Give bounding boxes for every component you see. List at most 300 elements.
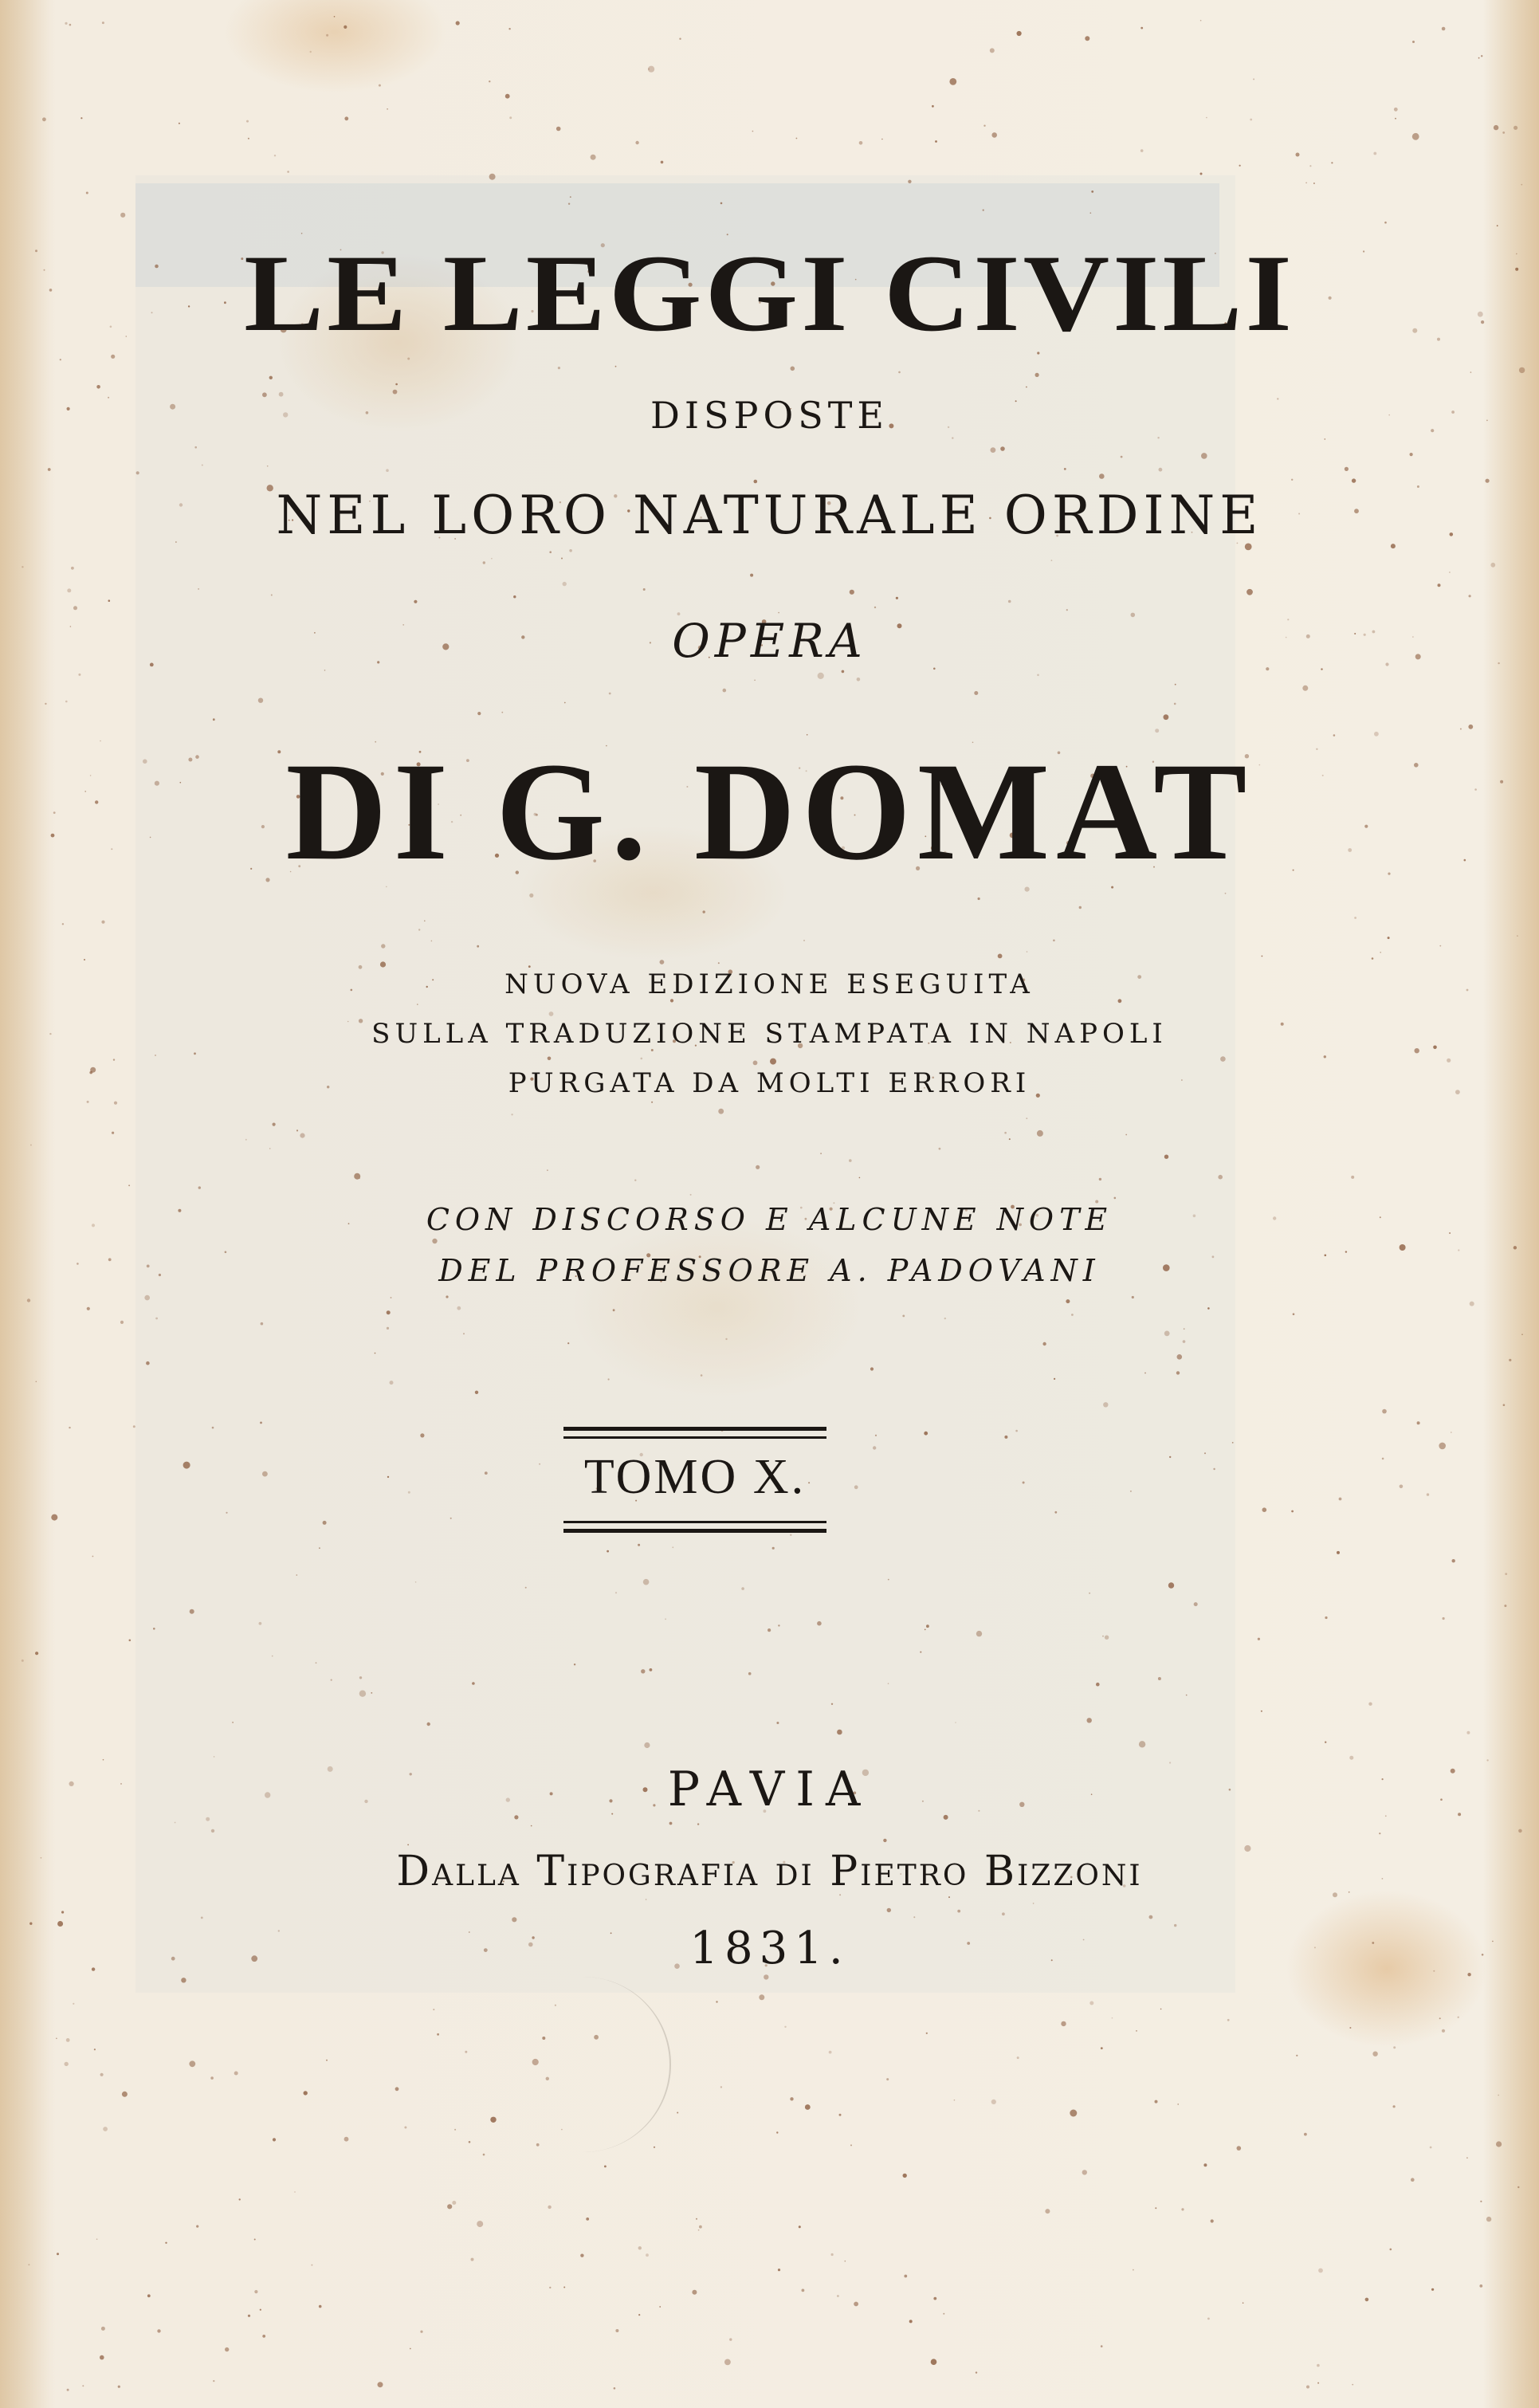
foxing-dot	[1393, 2046, 1396, 2049]
foxing-dot	[1325, 1742, 1326, 1743]
foxing-dot	[870, 1367, 874, 1370]
foxing-dot	[194, 1052, 196, 1055]
foxing-dot	[697, 1823, 699, 1825]
foxing-dot	[978, 898, 980, 900]
foxing-dot	[525, 1587, 527, 1589]
foxing-dot	[1410, 453, 1413, 456]
foxing-dot	[42, 117, 46, 121]
foxing-dot	[1035, 373, 1039, 377]
foxing-dot	[1293, 1313, 1295, 1315]
foxing-dot	[1211, 2219, 1214, 2222]
foxing-dot	[1071, 1314, 1074, 1316]
foxing-dot	[1090, 212, 1092, 214]
foxing-dot	[902, 1315, 905, 1318]
foxing-dot	[1157, 437, 1159, 438]
foxing-dot	[896, 597, 898, 599]
foxing-dot	[100, 2355, 104, 2360]
foxing-dot	[954, 2100, 956, 2101]
foxing-dot	[344, 2137, 349, 2142]
foxing-dot	[898, 371, 901, 374]
foxing-dot	[175, 1822, 176, 1824]
foxing-dot	[1503, 1404, 1506, 1406]
foxing-dot	[450, 1518, 452, 1519]
foxing-dot	[748, 1672, 752, 1675]
foxing-dot	[724, 2359, 731, 2366]
foxing-dot	[144, 1295, 150, 1301]
foxing-dot	[935, 140, 937, 143]
foxing-dot	[1239, 165, 1241, 167]
foxing-dot	[407, 1844, 409, 1846]
foxing-dot	[756, 1165, 760, 1169]
foxing-dot	[414, 600, 417, 603]
foxing-dot	[1042, 1342, 1046, 1345]
foxing-dot	[483, 561, 485, 564]
foxing-dot	[1089, 2001, 1093, 2005]
foxing-dot	[615, 2329, 618, 2332]
foxing-dot	[770, 1059, 776, 1065]
foxing-dot	[974, 691, 978, 695]
foxing-dot	[1177, 2104, 1179, 2105]
foxing-dot	[408, 1491, 410, 1494]
foxing-dot	[547, 1169, 548, 1171]
subtitle-ordine: NEL LORO NATURALE ORDINE	[276, 485, 1263, 546]
foxing-dot	[1130, 1491, 1132, 1492]
foxing-dot	[287, 171, 289, 173]
foxing-dot	[1200, 173, 1203, 175]
foxing-dot	[1213, 1468, 1215, 1470]
foxing-dot	[644, 1742, 650, 1748]
foxing-dot	[1486, 479, 1490, 483]
foxing-dot	[831, 2253, 834, 2256]
foxing-dot	[933, 2297, 936, 2300]
foxing-dot	[269, 1148, 271, 1149]
foxing-dot	[1004, 1132, 1007, 1134]
foxing-dot	[1237, 2146, 1242, 2151]
foxing-dot	[128, 1184, 130, 1186]
foxing-dot	[1504, 1605, 1506, 1607]
foxing-dot	[529, 894, 533, 898]
foxing-dot	[300, 1133, 304, 1138]
foxing-dot	[410, 2348, 411, 2350]
foxing-dot	[563, 582, 567, 586]
foxing-dot	[1227, 2019, 1230, 2021]
foxing-dot	[1411, 2178, 1415, 2182]
foxing-dot	[638, 2314, 640, 2316]
foxing-dot	[505, 94, 510, 99]
foxing-dot	[101, 2327, 105, 2331]
foxing-dot	[796, 138, 798, 139]
foxing-dot	[153, 1628, 155, 1630]
foxing-dot	[875, 1435, 877, 1436]
foxing-dot	[114, 1102, 117, 1105]
foxing-dot	[570, 196, 571, 198]
foxing-dot	[1490, 563, 1495, 568]
foxing-dot	[65, 22, 67, 25]
foxing-dot	[888, 1683, 889, 1684]
foxing-dot	[1412, 41, 1415, 43]
foxing-dot	[1313, 183, 1315, 184]
foxing-dot	[260, 1422, 262, 1424]
foxing-dot	[660, 960, 665, 964]
foxing-dot	[641, 1058, 643, 1060]
foxing-dot	[1096, 1683, 1100, 1687]
foxing-dot	[1498, 2095, 1499, 2096]
foxing-dot	[1121, 456, 1123, 458]
foxing-dot	[1382, 1458, 1384, 1460]
foxing-dot	[196, 2225, 198, 2228]
foxing-dot	[489, 174, 496, 180]
foxing-dot	[513, 595, 516, 598]
foxing-dot	[194, 446, 197, 449]
foxing-dot	[754, 680, 756, 682]
foxing-dot	[1177, 1354, 1183, 1360]
foxing-dot	[634, 1180, 636, 1181]
foxing-dot	[1102, 1636, 1104, 1637]
foxing-dot	[729, 2338, 732, 2340]
foxing-dot	[1207, 2318, 1210, 2320]
foxing-dot	[1243, 2302, 1244, 2304]
foxing-dot	[703, 910, 705, 913]
foxing-dot	[101, 921, 104, 924]
foxing-dot	[549, 2287, 551, 2288]
foxing-dot	[1372, 2052, 1377, 2056]
foxing-dot	[427, 1723, 430, 1726]
foxing-dot	[669, 1822, 673, 1825]
foxing-dot	[1262, 956, 1263, 957]
foxing-dot	[1085, 36, 1089, 41]
foxing-dot	[92, 1556, 94, 1558]
foxing-dot	[802, 2289, 805, 2292]
foxing-dot	[1112, 2017, 1113, 2019]
foxing-dot	[433, 2009, 434, 2010]
foxing-dot	[1066, 609, 1068, 611]
imprint-year: 1831.	[689, 1923, 850, 1974]
foxing-dot	[375, 1353, 376, 1354]
foxing-dot	[120, 213, 125, 218]
foxing-dot	[957, 1910, 960, 1913]
foxing-dot	[1220, 1056, 1226, 1062]
foxing-dot	[133, 1425, 135, 1428]
foxing-dot	[850, 590, 854, 595]
foxing-dot	[1513, 1246, 1517, 1249]
foxing-dot	[294, 2191, 296, 2193]
foxing-dot	[1225, 893, 1227, 894]
foxing-dot	[71, 567, 74, 570]
foxing-dot	[1291, 1510, 1294, 1513]
foxing-dot	[261, 1322, 264, 1326]
foxing-dot	[1442, 2029, 1445, 2033]
foxing-dot	[983, 210, 984, 211]
foxing-dot	[103, 2127, 108, 2131]
foxing-dot	[613, 1309, 615, 1311]
foxing-dot	[720, 202, 723, 205]
foxing-dot	[976, 1631, 982, 1636]
foxing-dot	[129, 1640, 132, 1642]
foxing-dot	[331, 1679, 332, 1681]
foxing-dot	[913, 1916, 915, 1918]
foxing-dot	[850, 2144, 852, 2146]
foxing-dot	[1168, 1582, 1174, 1588]
foxing-dot	[1430, 2147, 1432, 2149]
foxing-dot	[1175, 684, 1176, 685]
foxing-dot	[1384, 222, 1387, 224]
foxing-dot	[1132, 1296, 1134, 1298]
foxing-dot	[417, 1004, 418, 1005]
edition-line: SULLA TRADUZIONE STAMPATA IN NAPOLI	[371, 1018, 1168, 1050]
foxing-dot	[454, 2129, 456, 2131]
foxing-dot	[661, 161, 664, 164]
foxing-dot	[831, 1703, 833, 1705]
foxing-dot	[271, 595, 273, 596]
foxing-dot	[501, 712, 503, 713]
foxing-dot	[100, 2073, 104, 2076]
foxing-dot	[1368, 1703, 1372, 1706]
foxing-dot	[155, 1318, 158, 1320]
foxing-dot	[1164, 714, 1169, 720]
foxing-dot	[273, 2138, 276, 2141]
foxing-dot	[1351, 1176, 1354, 1179]
foxing-dot	[390, 1381, 394, 1385]
foxing-dot	[1349, 2027, 1351, 2029]
foxing-dot	[1517, 2186, 1519, 2188]
foxing-dot	[96, 2238, 98, 2240]
foxing-dot	[147, 2294, 151, 2297]
foxing-dot	[1379, 1833, 1380, 1834]
foxing-dot	[718, 962, 720, 964]
foxing-dot	[456, 21, 460, 25]
foxing-dot	[1017, 31, 1022, 36]
foxing-dot	[248, 2315, 250, 2317]
foxing-dot	[887, 1908, 891, 1912]
foxing-dot	[561, 2129, 563, 2131]
foxing-dot	[334, 16, 336, 18]
foxing-dot	[424, 921, 426, 922]
foxing-dot	[1164, 1155, 1168, 1159]
foxing-dot	[829, 2051, 832, 2054]
foxing-dot	[1091, 191, 1093, 193]
foxing-dot	[404, 2127, 406, 2129]
foxing-dot	[654, 2147, 655, 2148]
foxing-dot	[1412, 133, 1419, 140]
foxing-dot	[1099, 1178, 1101, 1180]
foxing-dot	[1136, 2030, 1137, 2032]
thick-rule-top	[563, 1427, 826, 1431]
foxing-dot	[1181, 2208, 1184, 2210]
foxing-dot	[1509, 1359, 1511, 1361]
foxing-dot	[944, 1318, 946, 1319]
foxing-dot	[569, 549, 572, 552]
foxing-dot	[181, 1978, 186, 1982]
foxing-dot	[909, 2320, 913, 2323]
foxing-dot	[1023, 1482, 1025, 1484]
foxing-dot	[310, 51, 312, 53]
foxing-dot	[696, 2218, 697, 2220]
foxing-dot	[817, 1621, 822, 1626]
foxing-dot	[607, 1550, 609, 1553]
foxing-dot	[558, 367, 560, 369]
foxing-dot	[1470, 1302, 1474, 1306]
foxing-dot	[407, 358, 410, 360]
foxing-dot	[839, 2114, 842, 2116]
foxing-dot	[604, 2166, 607, 2168]
foxing-dot	[1479, 2284, 1482, 2288]
foxing-dot	[512, 1917, 516, 1922]
foxing-dot	[561, 558, 563, 560]
foxing-dot	[254, 2239, 256, 2241]
foxing-dot	[94, 2049, 96, 2050]
foxing-dot	[1521, 184, 1522, 186]
foxing-dot	[62, 923, 64, 925]
foxing-dot	[580, 2254, 583, 2257]
foxing-dot	[725, 1338, 727, 1340]
foxing-dot	[1325, 1616, 1327, 1619]
foxing-dot	[471, 2258, 474, 2261]
foxing-dot	[1070, 2110, 1077, 2117]
foxing-dot	[952, 437, 953, 438]
foxing-dot	[1372, 957, 1374, 960]
foxing-dot	[1478, 57, 1480, 59]
foxing-dot	[1296, 153, 1300, 157]
foxing-dot	[477, 712, 481, 715]
foxing-dot	[563, 2287, 565, 2288]
foxing-dot	[1324, 1055, 1326, 1058]
foxing-dot	[548, 2206, 551, 2209]
foxing-dot	[1009, 1138, 1011, 1140]
foxing-dot	[1458, 1249, 1459, 1251]
foxing-dot	[1439, 1443, 1446, 1450]
foxing-dot	[447, 2204, 452, 2209]
foxing-dot	[548, 1057, 552, 1061]
foxing-dot	[511, 1114, 512, 1115]
foxing-dot	[646, 2253, 649, 2257]
foxing-dot	[86, 192, 88, 194]
foxing-dot	[1250, 119, 1252, 121]
foxing-dot	[803, 940, 805, 941]
foxing-dot	[1349, 1756, 1353, 1760]
foxing-dot	[463, 1333, 465, 1334]
foxing-dot	[1451, 1432, 1452, 1433]
foxing-dot	[568, 203, 570, 205]
foxing-dot	[1291, 479, 1293, 481]
foxing-dot	[489, 81, 490, 82]
foxing-dot	[234, 2072, 238, 2076]
foxing-dot	[539, 1463, 540, 1465]
foxing-dot	[805, 2104, 811, 2110]
foxing-dot	[926, 1624, 929, 1628]
foxing-dot	[1008, 600, 1011, 603]
foxing-dot	[1305, 183, 1307, 184]
foxing-dot	[1079, 906, 1082, 909]
foxing-dot	[1400, 1485, 1404, 1489]
foxing-dot	[1045, 2209, 1050, 2214]
foxing-dot	[542, 2037, 545, 2040]
foxing-dot	[983, 125, 985, 127]
foxing-dot	[791, 367, 795, 371]
foxing-dot	[1253, 78, 1254, 80]
foxing-dot	[212, 1427, 214, 1429]
foxing-dot	[1400, 1244, 1406, 1251]
foxing-dot	[586, 2217, 589, 2221]
foxing-dot	[254, 2290, 257, 2293]
opera-label: OPERA	[672, 614, 867, 668]
foxing-dot	[304, 2091, 308, 2095]
thin-rule-top	[563, 1436, 826, 1439]
foxing-dot	[248, 138, 249, 139]
foxing-dot	[1164, 1331, 1170, 1337]
foxing-dot	[1201, 453, 1207, 459]
foxing-dot	[475, 1391, 478, 1394]
foxing-dot	[614, 2387, 616, 2390]
foxing-dot	[874, 607, 876, 608]
foxing-dot	[258, 698, 263, 703]
foxing-dot	[1480, 2201, 1482, 2202]
foxing-dot	[213, 2380, 214, 2382]
foxing-dot	[201, 1917, 203, 1919]
foxing-dot	[1206, 117, 1207, 119]
foxing-dot	[418, 929, 420, 930]
foxing-dot	[976, 2371, 977, 2373]
foxing-dot	[378, 2382, 383, 2387]
volume-frame	[563, 1427, 826, 1535]
foxing-dot	[659, 2306, 661, 2308]
foxing-dot	[206, 1817, 210, 1821]
foxing-dot	[190, 1609, 194, 1614]
imprint-printer: Dalla Tipografia di Pietro Bizzoni	[396, 1848, 1143, 1895]
foxing-dot	[1431, 2288, 1434, 2291]
foxing-dot	[183, 1462, 190, 1469]
foxing-dot	[1103, 1402, 1108, 1407]
foxing-dot	[641, 1669, 645, 1673]
foxing-dot	[818, 673, 824, 679]
foxing-dot	[57, 2253, 59, 2255]
foxing-dot	[638, 2246, 642, 2249]
foxing-dot	[854, 1485, 858, 1489]
foxing-dot	[35, 1652, 38, 1655]
foxing-dot	[1203, 2163, 1207, 2166]
foxing-dot	[491, 558, 493, 560]
foxing-dot	[784, 2026, 786, 2028]
foxing-dot	[211, 1829, 214, 1833]
foxing-dot	[311, 2265, 312, 2266]
foxing-dot	[648, 66, 654, 73]
foxing-dot	[949, 78, 956, 85]
foxing-dot	[1519, 367, 1525, 373]
foxing-dot	[387, 108, 388, 110]
foxing-dot	[778, 2269, 780, 2271]
foxing-dot	[45, 703, 46, 705]
author-name: DI G. DOMAT	[285, 734, 1254, 890]
foxing-dot	[296, 1129, 298, 1131]
foxing-dot	[1317, 2382, 1319, 2384]
foxing-dot	[1352, 2384, 1353, 2386]
foxing-dot	[1089, 1593, 1090, 1594]
foxing-dot	[1388, 937, 1390, 939]
foxing-dot	[386, 469, 389, 472]
foxing-dot	[1306, 2386, 1309, 2389]
foxing-dot	[1447, 1059, 1451, 1063]
foxing-dot	[465, 2051, 467, 2053]
foxing-dot	[1144, 1373, 1146, 1374]
foxing-dot	[165, 2242, 167, 2244]
foxing-dot	[344, 116, 348, 120]
foxing-dot	[1053, 940, 1055, 942]
foxing-dot	[1321, 668, 1322, 670]
foxing-dot	[991, 132, 997, 138]
foxing-dot	[73, 2003, 74, 2005]
foxing-dot	[955, 1722, 956, 1723]
foxing-dot	[888, 1579, 889, 1581]
foxing-dot	[30, 1145, 32, 1146]
